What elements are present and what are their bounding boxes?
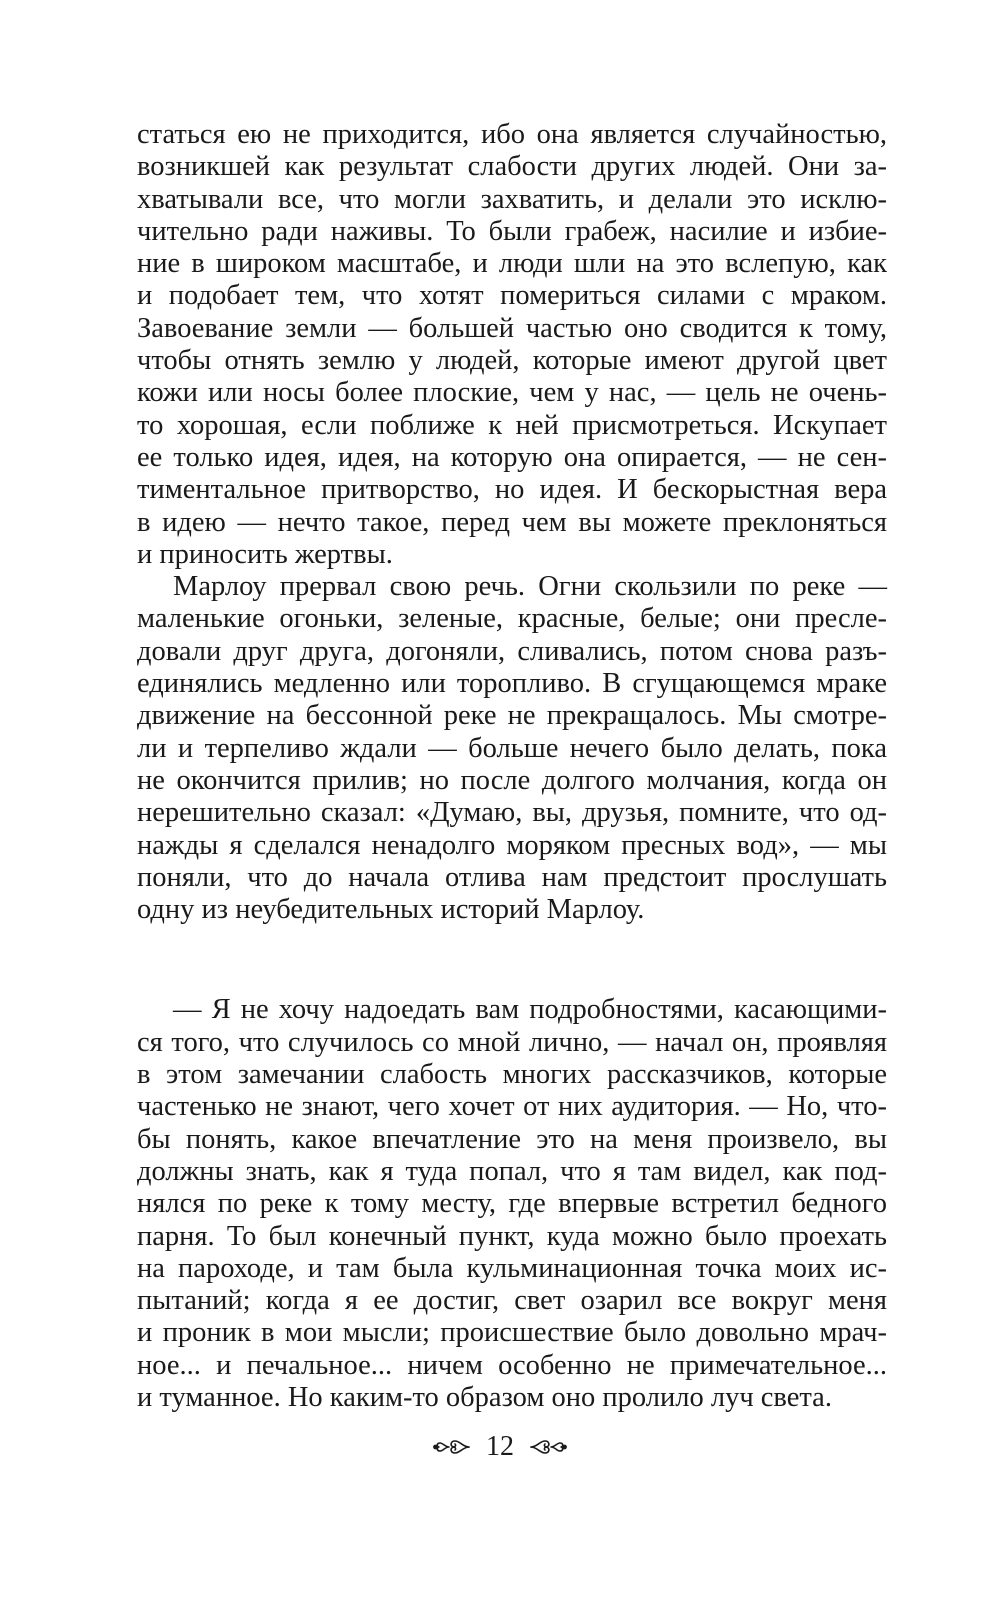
body-text xyxy=(137,119,887,1414)
text-line: единялись медленно или торопливо. В сгущающемся мраке xyxy=(137,668,887,700)
text-line: одну из неубедительных историй Марлоу. xyxy=(137,894,645,926)
paragraph xyxy=(137,994,887,1414)
text-line: движение на бессонной реке не прекращалось. Мы смотре- xyxy=(137,700,887,732)
text-line: хватывали все, что могли захватить, и делали это исклю- xyxy=(137,183,887,215)
text-line: не окончится прилив; но после долгого молчания, когда он xyxy=(137,764,887,796)
text-line: и проник в мои мысли; происшествие было довольно мрач- xyxy=(137,1317,887,1349)
text-line: кожи или носы более плоские, чем у нас, — цель не очень- xyxy=(137,377,887,409)
text-line: довали друг друга, догоняли, сливались, потом снова разъ- xyxy=(137,635,887,667)
text-line: в идею — нечто такое, перед чем вы можете преклоняться xyxy=(137,506,887,538)
text-line: статься ею не приходится, ибо она является случайностью, xyxy=(137,119,887,150)
text-line: поняли, что до начала отлива нам предстоит прослушать xyxy=(137,861,887,893)
left-flourish-icon xyxy=(433,1436,471,1458)
section-break xyxy=(137,926,887,994)
text-line: парня. То был конечный пункт, куда можно было проехать xyxy=(137,1220,887,1252)
text-line: маленькие огоньки, зеленые, красные, белые; они пресле- xyxy=(137,603,887,635)
text-line: бы понять, какое впечатление это на меня произвело, вы xyxy=(137,1123,887,1155)
text-line: в этом замечании слабость многих рассказчиков, которые xyxy=(137,1059,887,1091)
text-line: на пароходе, и там была кульминационная точка моих ис- xyxy=(137,1252,887,1284)
text-line: и туманное. Но каким-то образом оно пролило луч света. xyxy=(137,1381,832,1413)
text-line: ся того, что случилось со мной лично, — начал он, проявляя xyxy=(137,1026,887,1058)
text-line: ние в широком масштабе, и люди шли на это вслепую, как xyxy=(137,248,887,280)
text-line: — Я не хочу надоедать вам подробностями, касающими- xyxy=(173,994,887,1026)
text-line: и приносить жертвы. xyxy=(137,538,393,570)
text-line: ли и терпеливо ждали — больше нечего было делать, пока xyxy=(137,732,887,764)
text-line: Завоевание земли — большей частью оно сводится к тому, xyxy=(137,312,887,344)
text-line: возникшей как результат слабости других людей. Они за- xyxy=(137,151,887,183)
text-line: нерешительно сказал: «Думаю, вы, друзья, помните, что од- xyxy=(137,797,887,829)
text-line: нажды я сделался ненадолго моряком пресных вод», — мы xyxy=(137,829,887,861)
text-line: пытаний; когда я ее достиг, свет озарил все вокруг меня xyxy=(137,1285,887,1317)
text-line: ее только идея, идея, на которую она опирается, — не сен- xyxy=(137,441,887,473)
paragraph xyxy=(137,571,887,926)
right-flourish-icon xyxy=(529,1436,567,1458)
text-line: и подобает тем, что хотят помериться силами с мраком. xyxy=(137,280,887,312)
text-line: частенько не знают, чего хочет от них аудитория. — Но, что- xyxy=(137,1091,887,1123)
page-footer xyxy=(0,1428,1000,1464)
text-line: нялся по реке к тому месту, где впервые встретил бедного xyxy=(137,1188,887,1220)
text-line: тиментальное притворство, но идея. И бескорыстная вера xyxy=(137,474,887,506)
text-line: Марлоу прервал свою речь. Огни скользили по реке — xyxy=(173,571,887,603)
paragraph xyxy=(137,119,887,571)
text-line: чтобы отнять землю у людей, которые имеют другой цвет xyxy=(137,345,887,377)
text-line: чительно ради наживы. То были грабеж, насилие и избие- xyxy=(137,215,887,247)
text-line: должны знать, как я туда попал, что я там видел, как под- xyxy=(137,1155,887,1187)
page-number: 12 xyxy=(486,1430,514,1462)
text-line: то хорошая, если поближе к ней присмотреться. Искупает xyxy=(137,409,887,441)
text-line: ное... и печальное... ничем особенно не примечательное... xyxy=(137,1349,887,1381)
